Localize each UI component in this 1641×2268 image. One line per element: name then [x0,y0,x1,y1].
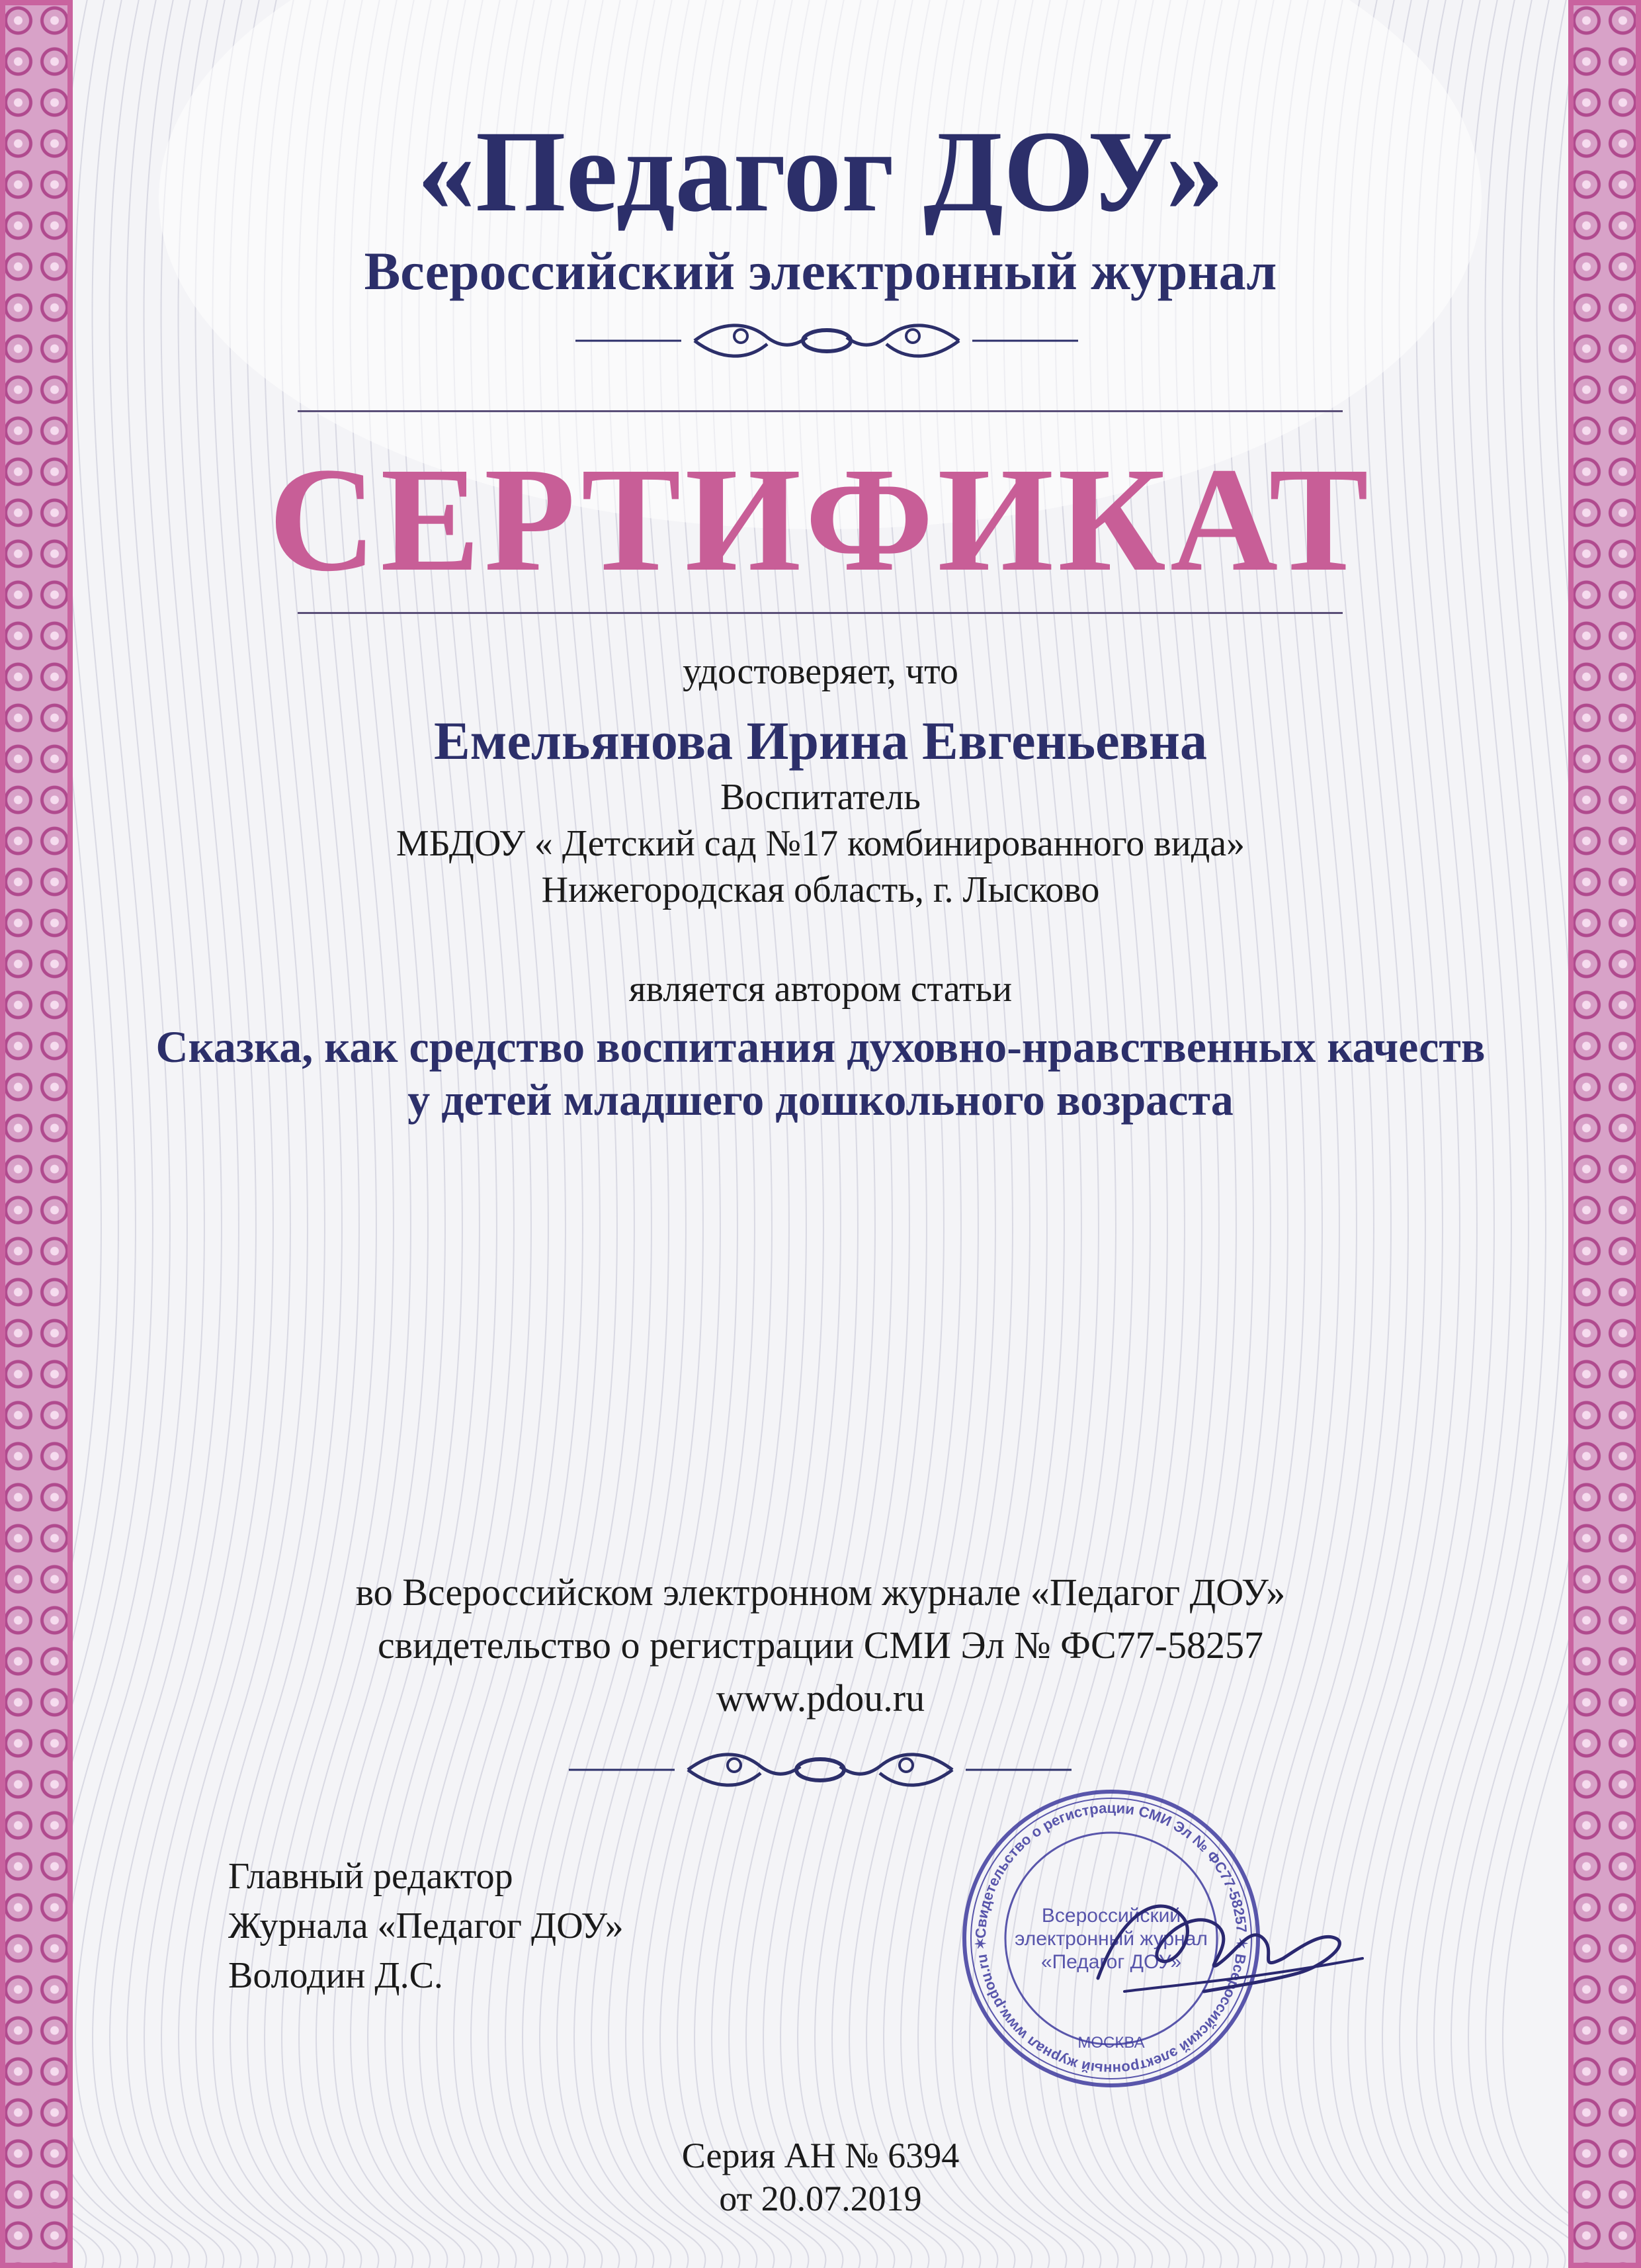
top-ornament-icon [575,318,1078,364]
certificate-title: СЕРТИФИКАТ [268,437,1373,602]
certifies-text: удостоверяет, что [683,651,958,692]
editor-name: Володин Д.С. [228,1955,443,1996]
article-title-line2: у детей младшего дошкольного возраста [407,1074,1234,1125]
stamp-inner-line2: электронный журнал [1015,1928,1208,1950]
title-top-rule [298,410,1343,412]
recipient-position: Воспитатель [720,777,921,818]
registration-line: свидетельство о регистрации СМИ Эл № ФС77-58257 [378,1624,1263,1667]
recipient-location: Нижегородская область, г. Лысково [541,869,1100,910]
stamp-inner-line3: «Педагог ДОУ» [1040,1951,1182,1973]
title-bottom-rule [298,612,1343,614]
editor-journal: Журнала «Педагог ДОУ» [228,1905,624,1946]
editor-title: Главный редактор [228,1856,513,1897]
stamp-inner-line1: Всероссийский [1041,1905,1181,1927]
article-title-line1: Сказка, как средство воспитания духовно-нравственных качеств [155,1022,1486,1072]
issue-date: от 20.07.2019 [719,2179,922,2218]
publication-line: во Всероссийском электронном журнале «Педагог ДОУ» [355,1571,1286,1614]
journal-subtitle: Всероссийский электронный журнал [364,241,1277,301]
series-number: Серия АН № 6394 [681,2136,960,2175]
journal-name: «Педагог ДОУ» [417,107,1224,236]
recipient-organization: МБДОУ « Детский сад №17 комбинированного вида» [396,823,1245,864]
website-link[interactable]: www.pdou.ru [716,1677,925,1720]
stamp-ring-text: Свидетельство о регистрации СМИ Эл № ФС77-58257 ✶ Всероссийский электронный журнал www.pdou.ru ✶ [972,1799,1251,2078]
right-ornamental-border [1568,0,1641,2268]
editor-signature [1085,1879,1376,2011]
left-ornamental-border [0,0,73,2268]
recipient-name: Емельянова Ирина Евгеньевна [433,711,1208,771]
stamp-bottom-text: МОСКВА [1077,2034,1145,2052]
author-text: является автором статьи [628,969,1013,1010]
